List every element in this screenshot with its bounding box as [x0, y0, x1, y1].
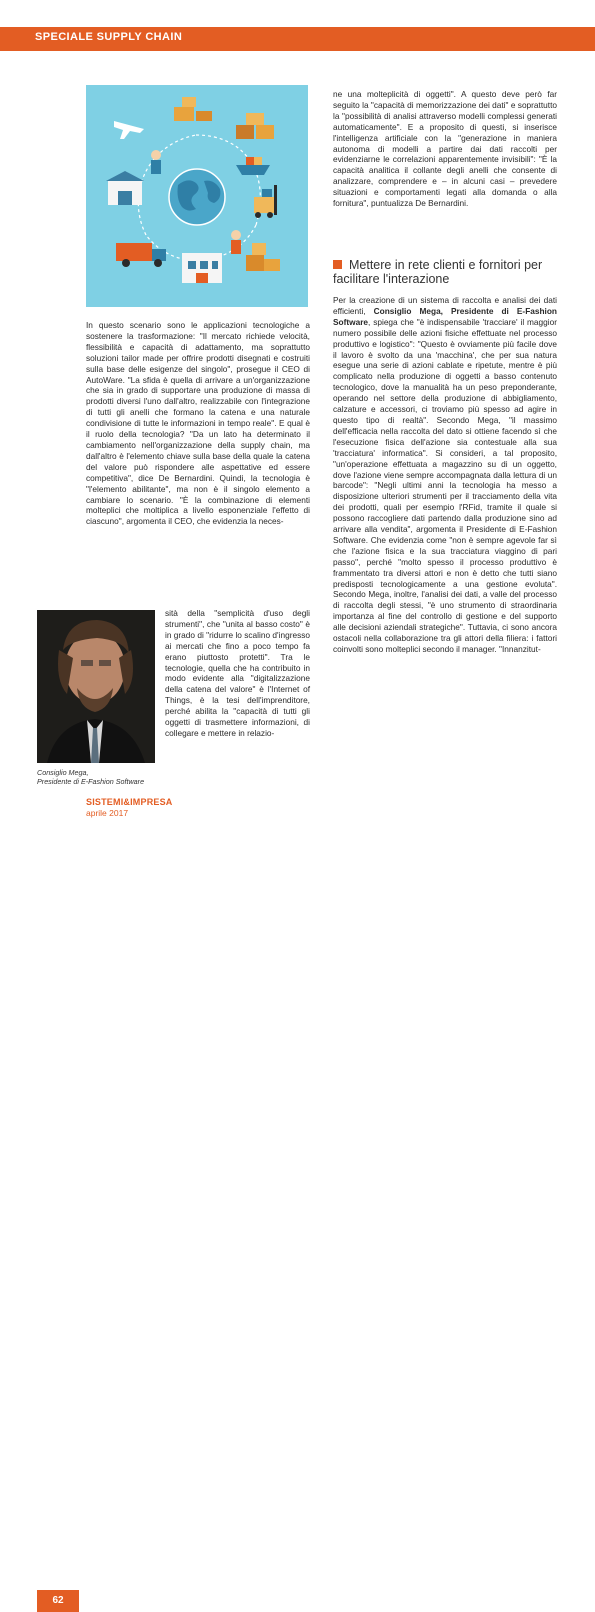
- body-text-left-wrap: [165, 608, 310, 739]
- worker-icon: [151, 150, 161, 174]
- issue-date: aprile 2017: [86, 808, 129, 818]
- paragraph-right: [333, 295, 557, 655]
- interviewee-name: Consiglio Mega, Presidente di E-Fashion Software: [333, 305, 557, 327]
- portrait-illustration: [37, 610, 155, 763]
- square-bullet-icon: [333, 260, 342, 269]
- body-text-right: [333, 295, 557, 655]
- body-text-left-top: [86, 320, 310, 527]
- page-header: [0, 0, 595, 52]
- boxes-icon: [174, 97, 212, 121]
- paragraph-left-top: In questo scenario sono le applicazioni tecnologiche a sostenere la trasformazione: "Il mercato richiede velocità, flessibilità e capacità di adattamento, ma soprattutto soluzioni tailor made per offrire prodotti disegnati e costruiti sulla base delle esigenze del singolo", prosegue il CEO di AutoWare. "La sfida è quella di arrivare a un'organizzazione che sia in grado di supportare una produzione di massa di prodotti diversi l'uno dall'altro, realizzabile con l'integrazione di tutti gli anelli che formano la catena e una naturale condivisione di tutte le informazioni in tempo reale". E qual è il ruolo della tecnologia? "Da un lato ha determinato il cambiamento nell'organizzazione della supply chain, ma dall'altro è l'elemento chiave sulla base della quale la catena del valore può rispondere alle aspettative ed essere competitiva", dice De Bernardini. Quindi, la tecnologia è "l'elemento abilitante", ma non è il singolo elemento a cambiare lo scenario. "È la combinazione di elementi molteplici che moltiplica a livello esponenziale l'effetto di ciascuno", argomenta il CEO, che evidenzia la neces-: [86, 320, 310, 527]
- airplane-icon: [114, 121, 144, 139]
- packages-icon: [246, 243, 280, 271]
- photo-caption: [37, 768, 144, 786]
- section-heading-text: Mettere in rete clienti e fornitori per facilitare l'interazione: [333, 258, 543, 286]
- portrait-photo: [37, 610, 155, 763]
- paragraph-left-wrap: sità della "semplicità d'uso degli strumenti", che "unita al basso costo" è in grado di "ridurre lo scalino d'ingresso ai mercati che fino a poco tempo fa erano piuttosto protetti". Tra le tecnologie, quella che ha contribuito in modo evidente alla "digitalizzazione della catena del valore" è l'Internet of Things, è la tesi dell'imprenditore, perché abilita la "capacità di tutti gli oggetti di trasmettere informazioni, di collegare e mettere in relazio-: [165, 608, 310, 738]
- warehouse-icon: [106, 171, 144, 205]
- section-heading: [333, 258, 563, 286]
- caption-name: Consiglio Mega,: [37, 768, 89, 777]
- page-number: 62: [37, 1590, 79, 1612]
- magazine-name: SISTEMI&IMPRESA: [86, 797, 173, 807]
- globe-icon: [169, 169, 225, 225]
- paragraph-right-rest: , spiega che "è indispensabile 'tracciare' il maggior numero possibile delle azioni fisiche effettuate nel processo produttivo e logistico": "Questo è ovviamente più facile dove il lavoro è svolto da una 'macchina', che per sua natura esegue una serie di azioni cablate e ripetute, mentre è più complicato nella produzione di oggetti a basso contenuto tecnologico, dove la manualità ha un peso preponderante, operando nel settore della produzione di abbigliamento, calzature e accessori, ci troviamo più spesso ad agire in questo tipo di realtà". Secondo Mega, "il massimo dell'efficacia nella raccolta del dato si ottiene facendo sì che l'esecuzione fisica dell'azione sia contestuale alla sua 'tracciatura' informatica". Si consideri, a tal proposito, "un'operazione effettuata a magazzino su di un oggetto, dove l'azione viene sempre accompagnata dalla lettura di un barcode": "Negli ultimi anni la tecnologia ha messo a disposizione ulteriori strumenti per il tracciamento della vita dei prodotti, quali per esempio l'RFid, tramite il quale si possono raccogliere dati partendo dalla produzione sino ad arrivare alla vendita", argomenta il Presidente di E-Fashion Software. Che evidenzia come "non è sempre agevole far sì che l'azione fisica e la sua tracciatura viaggino di pari passo", perché "molto spesso il processo produttivo è frammentato tra diversi attori e non è detto che tutti siano predisposti tecnologicamente a una gestione evoluta". Secondo Mega, inoltre, l'analisi dei dati, a valle del processo di raccolta degli stessi, "è uno strumento di straordinaria importanza al fine del controllo di gestione e del supporto alle decisioni aziendali strategiche". Tuttavia, ci sono ancora ostacoli nella collaborazione tra gli attori della filiera: i fattori coinvolti sono molteplici secondo il manager. "Innanzitut-: [333, 316, 557, 654]
- worker-icon: [231, 230, 241, 254]
- crates-icon: [236, 113, 274, 139]
- paragraph-right-top: ne una molteplicità di oggetti". A questo deve però far seguito la "capacità di memorizzazione dei dati" e soprattutto la "possibilità di analisi attraverso modelli complessi generati automaticamente". E a proposito di questi, si inserisce l'intelligenza artificiale con la "generazione in maniera autonoma di modelli a partire dai dati raccolti per evidenziarne le correlazioni apparentemente invisibili": "È la capacità analitica il collante degli anelli che consente di analizzare, comprendere e – in alcuni casi – prevedere situazioni e comportamenti legati alla domanda o alla fornitura", puntualizza De Bernardini.: [333, 89, 557, 209]
- paragraph-right-lead: Per la creazione di un sistema di raccolta e analisi dei dati efficienti,: [333, 295, 557, 316]
- forklift-icon: [254, 185, 277, 218]
- truck-icon: [116, 243, 166, 267]
- section-title: SPECIALE SUPPLY CHAIN: [35, 31, 183, 43]
- supply-chain-illustration: [86, 85, 308, 307]
- ship-icon: [236, 157, 270, 175]
- body-text-right-top: [333, 89, 557, 209]
- caption-role: Presidente di E-Fashion Software: [37, 777, 145, 786]
- factory-icon: [182, 253, 222, 283]
- supply-chain-icons: [86, 85, 308, 307]
